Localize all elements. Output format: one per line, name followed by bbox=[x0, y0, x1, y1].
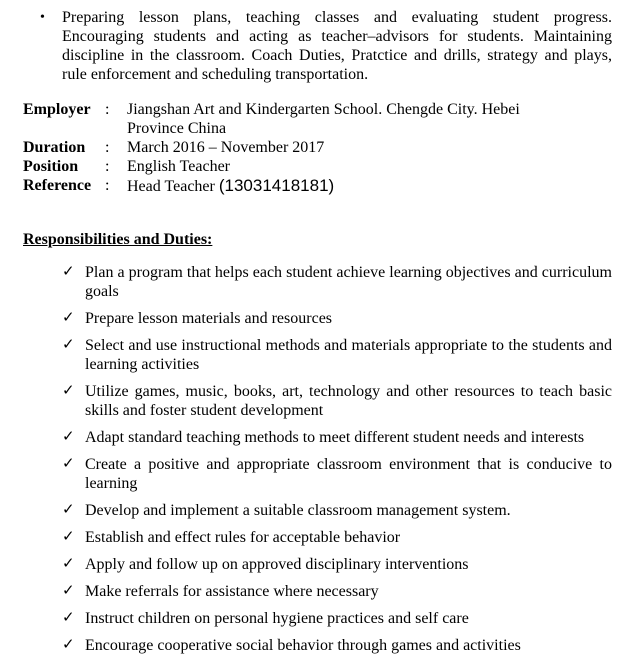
field-separator: : bbox=[105, 158, 110, 175]
list-item bbox=[62, 263, 612, 301]
bullet-icon: • bbox=[40, 10, 45, 25]
responsibilities-heading: Responsibilities and Duties: bbox=[23, 231, 213, 248]
list-item bbox=[62, 428, 612, 447]
list-item bbox=[62, 609, 612, 628]
list-item bbox=[62, 528, 612, 547]
list-item-text: Make referrals for assistance where necessary bbox=[85, 583, 379, 600]
checkmark-icon: ✓ bbox=[62, 429, 75, 445]
field-label-employer: Employer bbox=[23, 101, 91, 118]
checkmark-icon: ✓ bbox=[62, 556, 75, 572]
field-label-reference: Reference bbox=[23, 177, 92, 194]
reference-phone: (13031418181) bbox=[218, 176, 335, 195]
checkmark-icon: ✓ bbox=[62, 264, 75, 280]
list-item-text: Adapt standard teaching methods to meet different student needs and interests bbox=[85, 429, 585, 446]
list-item bbox=[62, 336, 612, 374]
list-item bbox=[62, 555, 612, 574]
summary-bullet-item bbox=[40, 8, 612, 84]
field-value-duration: March 2016 – November 2017 bbox=[127, 139, 325, 156]
field-label-position: Position bbox=[23, 158, 79, 175]
field-row-reference bbox=[23, 176, 612, 196]
field-row-duration bbox=[23, 138, 612, 157]
list-item bbox=[62, 582, 612, 601]
list-item-text: Apply and follow up on approved disciplinary interventions bbox=[85, 556, 469, 573]
field-value-employer: Jiangshan Art and Kindergarten School. Chengde City. Hebei Province China bbox=[127, 101, 520, 137]
employment-details bbox=[23, 100, 612, 196]
responsibilities-list bbox=[23, 263, 612, 655]
list-item bbox=[62, 501, 612, 520]
checkmark-icon: ✓ bbox=[62, 502, 75, 518]
checkmark-icon: ✓ bbox=[62, 583, 75, 599]
field-label-duration: Duration bbox=[23, 139, 86, 156]
field-row-position bbox=[23, 157, 612, 176]
field-separator: : bbox=[105, 101, 110, 118]
list-item-text: Instruct children on personal hygiene practices and self care bbox=[85, 610, 469, 627]
field-row-employer bbox=[23, 100, 612, 138]
list-item bbox=[62, 636, 612, 655]
summary-text: Preparing lesson plans, teaching classes and evaluating student progress. Encouraging students and acting as teacher–advisors for students. Maintaining discipline in the classroom. Coach Duties, Pratctice and drills, strategy and plays, rule enforcement and scheduling transportation. bbox=[62, 9, 612, 83]
list-item-text: Utilize games, music, books, art, technology and other resources to teach basic skills and foster student development bbox=[85, 383, 612, 419]
checkmark-icon: ✓ bbox=[62, 383, 75, 399]
list-item-text: Plan a program that helps each student achieve learning objectives and curriculum goals bbox=[85, 264, 612, 300]
checkmark-icon: ✓ bbox=[62, 610, 75, 626]
reference-name: Head Teacher bbox=[127, 178, 215, 195]
list-item-text: Select and use instructional methods and materials appropriate to the students and learning activities bbox=[85, 337, 612, 373]
list-item bbox=[62, 382, 612, 420]
field-value-reference bbox=[127, 176, 577, 196]
list-item-text: Prepare lesson materials and resources bbox=[85, 310, 333, 327]
list-item-text: Encourage cooperative social behavior through games and activities bbox=[85, 637, 521, 654]
checkmark-icon: ✓ bbox=[62, 529, 75, 545]
list-item-text: Create a positive and appropriate classroom environment that is conducive to learning bbox=[85, 456, 612, 492]
checkmark-icon: ✓ bbox=[62, 456, 75, 472]
list-item bbox=[62, 455, 612, 493]
field-separator: : bbox=[105, 139, 110, 156]
list-item-text: Develop and implement a suitable classroom management system. bbox=[85, 502, 511, 519]
list-item bbox=[62, 309, 612, 328]
checkmark-icon: ✓ bbox=[62, 637, 75, 653]
field-separator: : bbox=[105, 177, 110, 194]
list-item-text: Establish and effect rules for acceptable behavior bbox=[85, 529, 401, 546]
checkmark-icon: ✓ bbox=[62, 310, 75, 326]
field-value-position: English Teacher bbox=[127, 158, 230, 175]
checkmark-icon: ✓ bbox=[62, 337, 75, 353]
